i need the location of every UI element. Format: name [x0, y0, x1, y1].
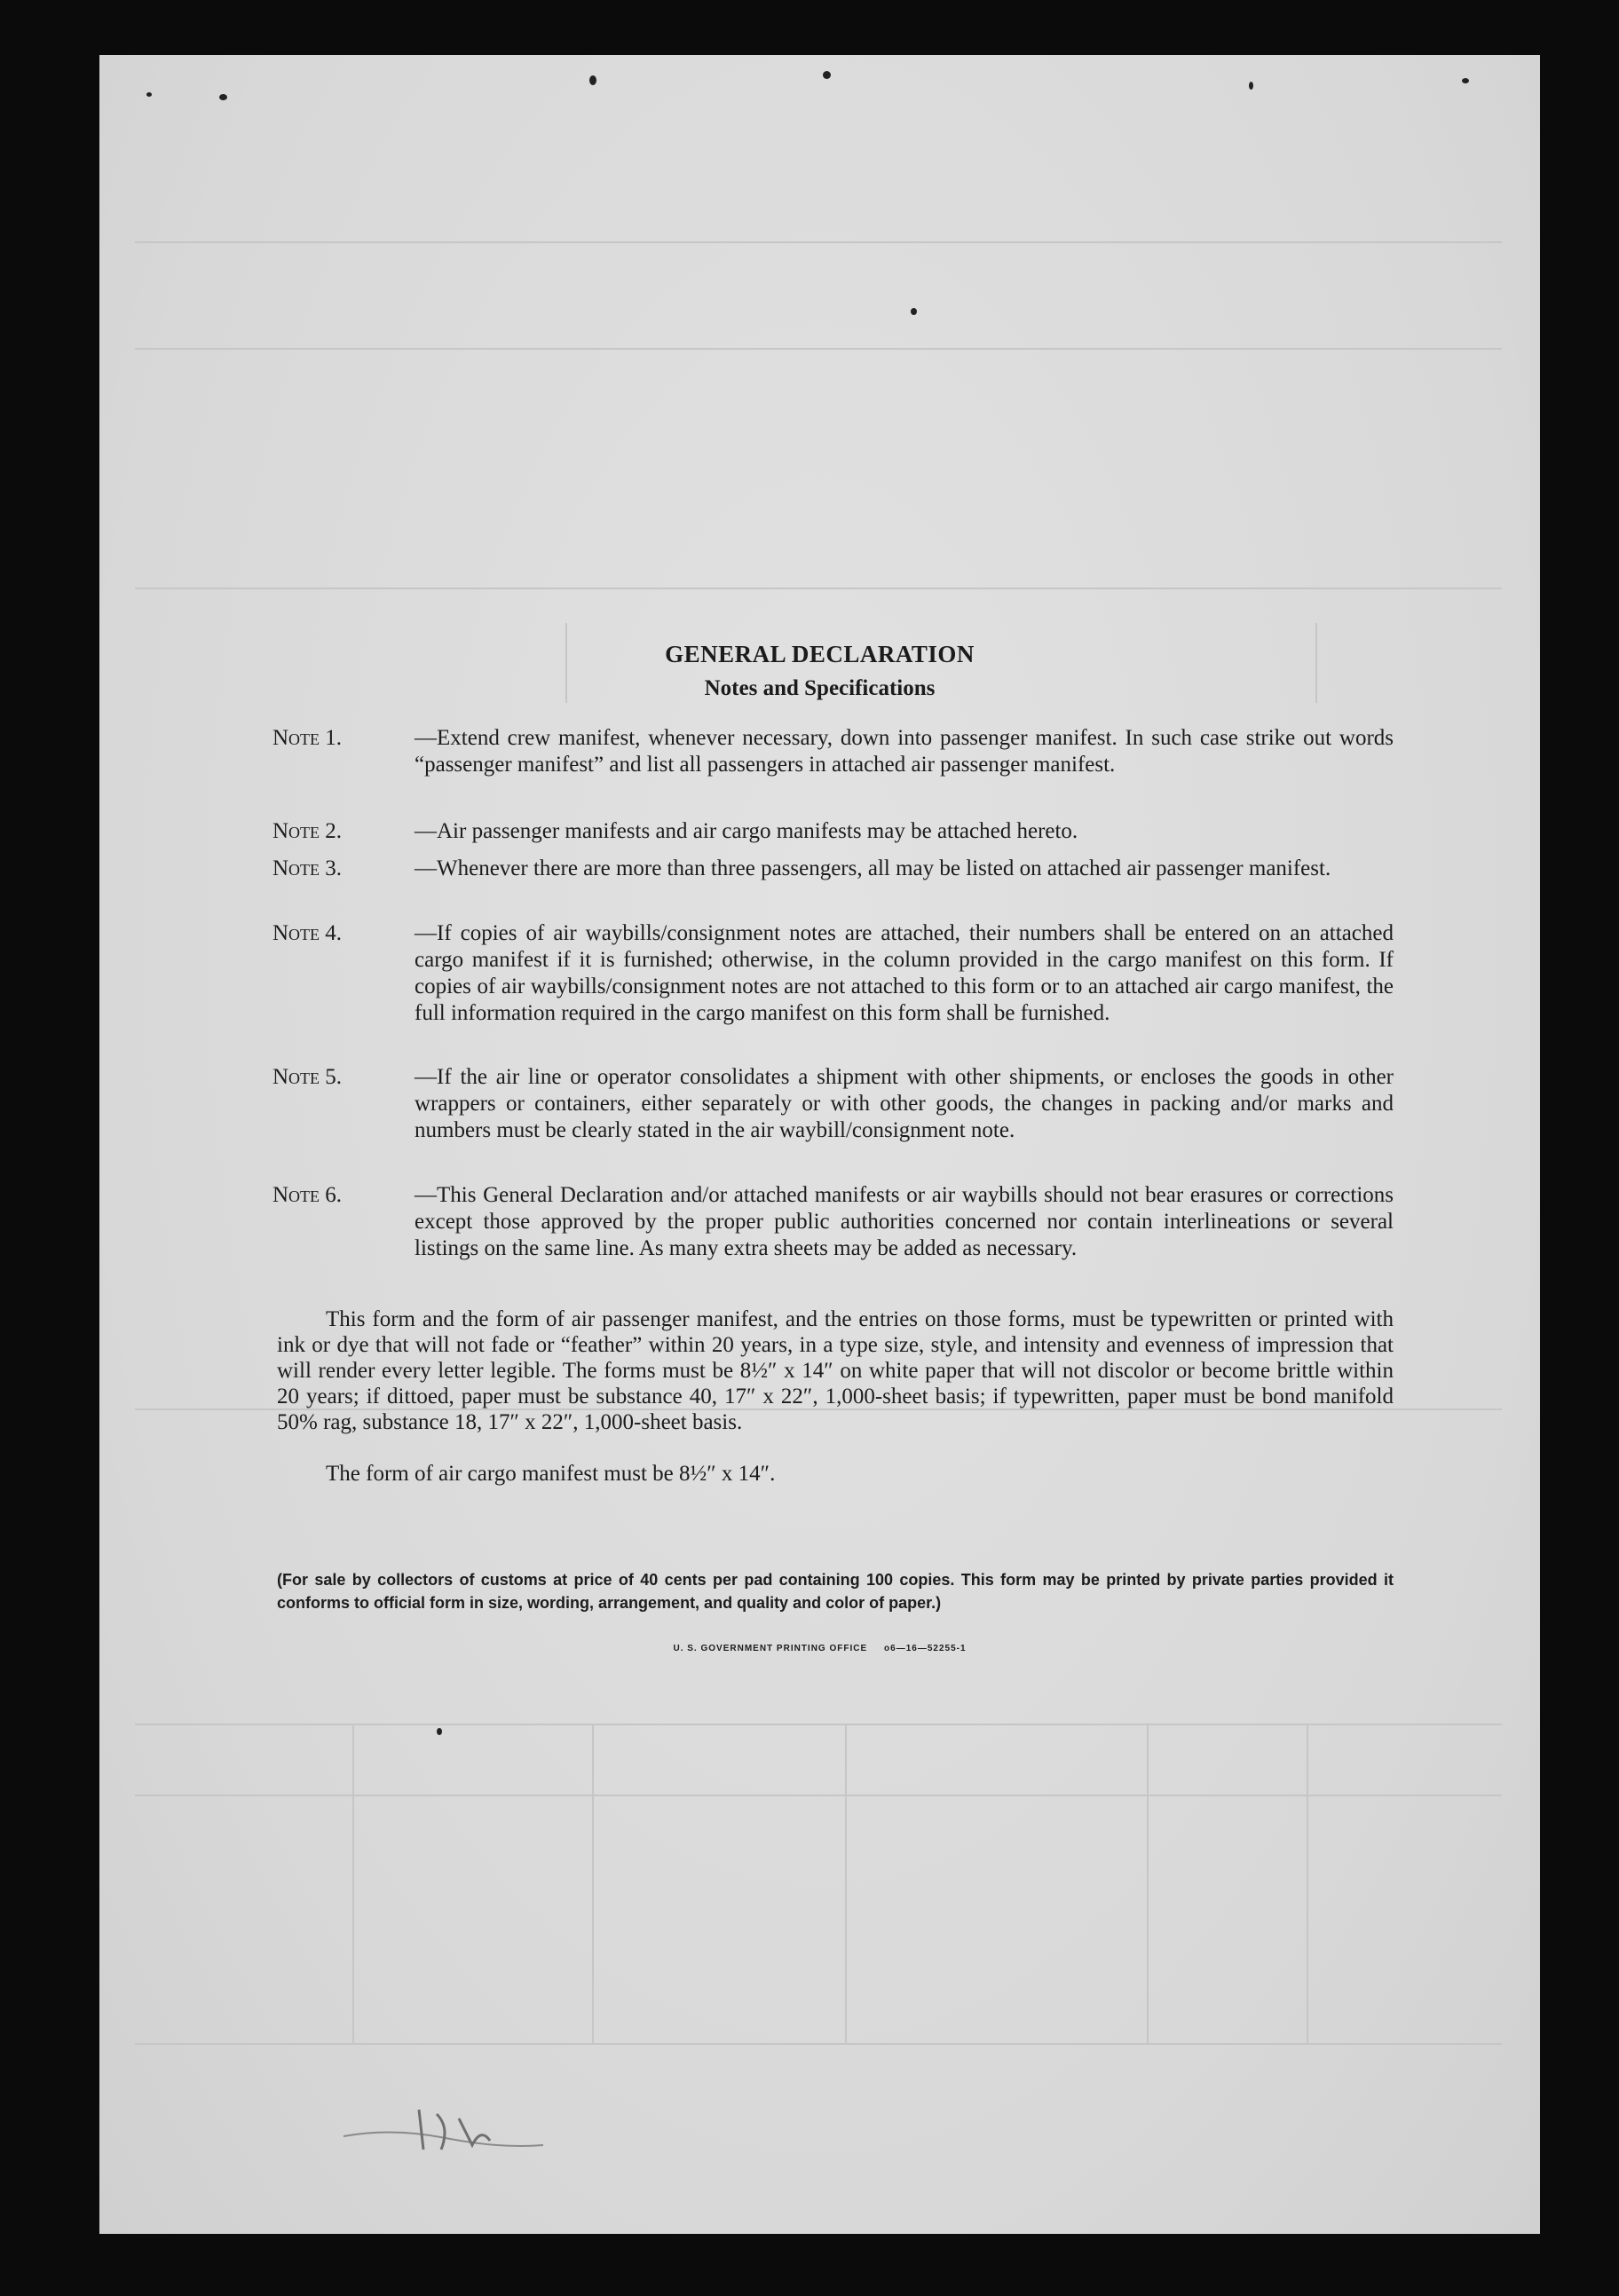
scan-speck — [911, 308, 917, 315]
scan-speck — [1249, 82, 1253, 90]
note-text: —If the air line or operator consolidates a shipment with other shipments, or encloses the goods in other wrappers or containers, either separately or with other goods, the changes in packing and/or marks and numbers must be clearly stated in the air waybill/consignment note. — [415, 1065, 1394, 1142]
document-page — [99, 55, 1540, 2234]
scan-speck — [146, 92, 152, 97]
scan-speck — [219, 94, 227, 100]
page-subtitle: Notes and Specifications — [704, 676, 936, 700]
note-5 — [272, 1064, 1394, 1144]
note-label: Note 2. — [272, 819, 343, 843]
scan-speck — [589, 75, 596, 85]
signature-bleed-icon — [339, 2101, 552, 2163]
note-4 — [272, 920, 1394, 1027]
scan-speck — [437, 1728, 442, 1735]
note-1 — [272, 725, 1394, 778]
note-text: —Air passenger manifests and air cargo manifests may be attached hereto. — [415, 819, 1078, 843]
note-label: Note 4. — [272, 921, 343, 945]
note-label: Note 3. — [272, 856, 343, 880]
sale-notice: (For sale by collectors of customs at price of 40 cents per pad containing 100 copies. This form may be printed by private parties provided it conforms to official form in size, wording, arrangement, and quality and color of paper.) — [277, 1571, 1394, 1612]
note-text: —Extend crew manifest, whenever necessary, down into passenger manifest. In such case strike out words “passenger manifest” and list all passengers in attached air passenger manifest. — [415, 726, 1394, 777]
scan-speck — [823, 71, 831, 79]
note-label: Note 5. — [272, 1065, 343, 1089]
note-label: Note 6. — [272, 1183, 343, 1207]
note-text: —If copies of air waybills/consignment notes are attached, their numbers shall be entered on an attached cargo manifest if it is furnished; otherwise, in the column provided in the cargo manifest on this form. If copies of air waybills/consignment notes are not attached to this form or to an attached air cargo manifest, the full information required in the cargo manifest on this form shall be furnished. — [415, 921, 1394, 1025]
cargo-manifest-paragraph: The form of air cargo manifest must be 8½″ x 14″. — [326, 1462, 776, 1486]
scan-speck — [1462, 78, 1469, 83]
note-3 — [272, 856, 1394, 882]
note-label: Note 1. — [272, 726, 343, 750]
form-specification-paragraph: This form and the form of air passenger manifest, and the entries on those forms, must be typewritten or printed with ink or dye that will not fade or “feather” within 20 years, in a type size, style, and intensity and evenness of impression that will render every letter legible. The forms must be 8½″ x 14″ on white paper that will not discolor or become brittle within 20 years; if dittoed, paper must be substance 40, 17″ x 22″, 1,000-sheet basis; if typewritten, paper must be bond manifold 50% rag, substance 18, 17″ x 22″, 1,000-sheet basis. — [277, 1307, 1394, 1434]
note-text: —This General Declaration and/or attached manifests or air waybills should not bear erasures or corrections except those approved by the proper public authorities concerned nor contain interlineations or several listings on the same line. As many extra sheets may be added as necessary. — [415, 1183, 1394, 1260]
printer-line: U. S. GOVERNMENT PRINTING OFFICE o6—16—52255-1 — [673, 1644, 967, 1653]
note-6 — [272, 1182, 1394, 1262]
note-2 — [272, 818, 1394, 845]
page-title: GENERAL DECLARATION — [665, 641, 975, 667]
note-text: —Whenever there are more than three passengers, all may be listed on attached air passenger manifest. — [415, 856, 1331, 880]
